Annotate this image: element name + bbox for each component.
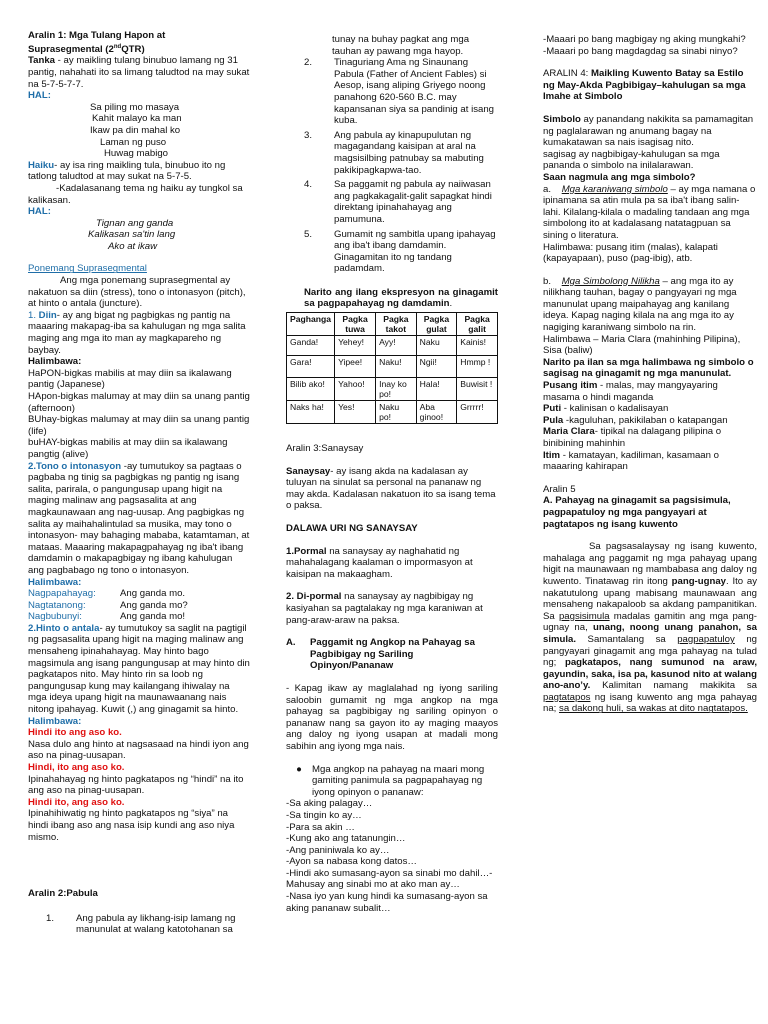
sanaysay-term: Sanaysay (286, 465, 331, 477)
table-row (287, 378, 498, 401)
pabula-item-continued: tunay na buhay pagkat ang mga tauhan ay pawang mga hayop. (332, 34, 470, 57)
opinion-phrase: -Sa aking palagay… (286, 798, 373, 810)
aralin5-title: Aralin 5 (543, 483, 576, 495)
tono-example-value: Ang ganda mo? (120, 599, 188, 611)
diin-term: Diin (38, 309, 57, 321)
text-run: pagpapatuloy (677, 633, 735, 645)
pabula-item-text: Ang pabula ay kinapupulutan ng magagandang kaisipan at aral na magsisilbing patnubay sa mabuting pakikipagkapwa-tao. (334, 129, 484, 176)
simbolo-b (543, 276, 757, 334)
table-cell: Kainis! (457, 336, 498, 356)
dipormal-def: na sanaysay ay nagbibigay ng kasiyahan sa pagtalakay ng mga karaniwan at pang-araw-araw na paksa. (286, 591, 483, 626)
bullet-icon: ● (296, 763, 302, 775)
poem-line: Ako at ikaw (108, 240, 158, 252)
section-a-letter: A. (286, 637, 296, 649)
opinion-phrase: -Sa tingin ko ay… (286, 809, 362, 821)
symbol-term: Puti (543, 403, 562, 415)
tono-example-row (28, 588, 250, 600)
poem-line: Ikaw pa din mahal ko (90, 124, 181, 136)
maaari-line: -Maaari po bang magdagdag sa sinabi ninyo? (543, 45, 738, 57)
tanka-poem (28, 102, 250, 160)
pabula-item-text: Ang pabula ay likhang-isip lamang ng manunulat at walang katotohanan sa (76, 912, 236, 936)
table-cell: Yipee! (335, 356, 376, 378)
table-cell: Yehey! (335, 336, 376, 356)
dipormal-term: 2. Di-pormal (286, 591, 342, 603)
poem-line: Kalikasan sa'tin lang (88, 229, 176, 241)
table-header: Pagka tuwa (335, 313, 376, 336)
table-cell: Grrrrr! (457, 401, 498, 424)
tono-term: 2.Tono o intonasyon (28, 460, 122, 472)
aralin1-title (28, 30, 250, 55)
aralin1-title-sup: nd (113, 43, 122, 50)
hal-label-2: HAL: (28, 206, 51, 218)
symbol-def: - kalinisan o kadalisayan (561, 403, 669, 415)
aralin1-title-line2-post: QTR) (121, 43, 145, 55)
table-cell: Yes! (335, 401, 376, 424)
table-row (287, 356, 498, 378)
text-run: sa dakong huli, sa wakas at dito nagtatapos. (559, 703, 748, 715)
sagisag-def: sagisag ay nagbibigay-kahulugan sa mga pananda o simbolo na inilalarawan. (543, 148, 720, 172)
pabula-item (286, 130, 498, 176)
tono-example-label: Nagtatanong: (28, 599, 86, 611)
list-label: b. (543, 275, 552, 287)
section-a-def: - Kapag ikaw ay maglalahad ng iyong sariling saloobin gumamit ng mga angkop na mga pahayag sa pagbibigay ng sariling opinyon o pananaw nang sa gayon ito ay maging maayos ang daloy ng iyong usapan at madali mong sabihin ang iyong mga nais. (286, 682, 498, 752)
opinion-phrase: -Ang paniniwala ko ay… (286, 844, 390, 856)
pabula-item-text: Tinaguriang Ama ng Sinaunang Pabula (Father of Ancient Fables) si Aesop, isang aliping Griyego noong panahong 620-560 B.C. may kapansanan siya sa pandinig at isang kuba. (334, 57, 495, 127)
symbol-item (543, 426, 757, 449)
simbolo-a-term: Mga karaniwang simbolo (561, 183, 668, 195)
hinto-example-def: Nasa dulo ang hinto at nagsasaad na hindi iyon ang aso na pinag-uusapan. (28, 738, 249, 762)
hinto-example-def: Ipinahihiwatig ng hinto pagkatapos ng “siya” na hindi ibang aso ang nasa isip kundi ang aso niya mismo. (28, 808, 235, 843)
symbol-def: - malas, may mangyayaring masama o hindi maganda (543, 380, 718, 403)
simbolo-b-def: – ang mga ito ay nilikhang tauhan, bagay o pangyayari ng mga manunulat upang maipahayag ang kanilang ideya. Kapag naging kilala na ang mga ito ay nagiging karaniwang simbolo na rin. (543, 275, 737, 334)
diin-num: 1. (28, 309, 39, 321)
poem-line: Kahit malayo ka man (92, 113, 182, 125)
text-run: pagtatapos (543, 691, 591, 703)
table-cell: Buwisit ! (457, 378, 498, 401)
pabula-item-num: 4. (304, 179, 313, 191)
table-cell: Ngii! (416, 356, 457, 378)
hinto-def: - ay tumutukoy sa saglit na pagtigil ng pagsasalita upang higit na maging malinaw ang mensaheng ipinahahayag. May hinto bago magsimula ang isang pangungusap at may hinto din pagkatapos nito. May hinto rin sa loob ng pangungusap kung may kailangang ihiwalay na mga ideya upang higit na maunawaanang nais nitong ipahayag. Kuwit (,) ang ginagamit sa hinto. (28, 622, 250, 716)
tono-example-row (28, 600, 250, 612)
pabula-item-num: 3. (304, 129, 313, 141)
tono-example-label: Nagbubunyi: (28, 611, 82, 623)
pabula-list-start (28, 913, 250, 936)
aralin5-subtitle: A. Pahayag na ginagamit sa pagsisimula, pagpapatuloy ng mga pangyayari at pagtatapos ng isang kuwento (543, 495, 731, 530)
table-header: Pagka galit (457, 313, 498, 336)
list-label: a. (543, 183, 552, 195)
sanaysay-def: - ay isang akda na kadalasan ay tuluyan na sinulat sa personal na pananaw ng may akda. Kadalasan nakatuon ito sa isang tema o paksa. (286, 465, 496, 512)
pabula-item (286, 57, 498, 127)
haiku-def: - ay isa ring maikling tula, binubuo ito ng tatlong taludtod at may sukat na 5-7-5. (28, 159, 226, 183)
diin-example: HApon-bigkas malumay at may diin sa unang pantig (afternoon) (28, 391, 250, 414)
table-cell: Hmmp ! (457, 356, 498, 378)
opinion-phrase: -Kung ako ang tatanungin… (286, 833, 406, 845)
saan-heading: Saan nagmula ang mga simbolo? (543, 171, 696, 183)
simbolo-def: ay panandang nakikita sa pamamagitan ng paglalarawan ng anumang bagay na kumakatawan sa nais isagisag nito. (543, 113, 754, 149)
text-run: Sa pagsasalaysay ng isang kuwento, mahalaga ang paggamit ng mga pahayag upang higit na maunawaan ng mambabasa ang daloy ng kuwento. Tinatawag rin itong (543, 541, 757, 587)
table-row (287, 336, 498, 356)
diin-example: buHAY-bigkas mabilis at may diin sa ikalawang pangtig (alive) (28, 437, 228, 460)
aralin4-title (543, 68, 757, 103)
ekspresyon-heading (286, 287, 498, 310)
hinto-paragraph (28, 623, 250, 716)
aralin5-paragraph (543, 541, 757, 715)
table-cell: Naku! (376, 356, 417, 378)
simbolo-b-halimbawa: Halimbawa – Maria Clara (mahinhing Pilipina), Sisa (baliw) (543, 333, 741, 357)
aralin4-prefix: ARALIN 4: (543, 68, 591, 80)
poem-line: Tignan ang ganda (96, 217, 174, 229)
aralin1-title-line2: Suprasegmental (2 (28, 43, 114, 55)
symbol-term: Pula (543, 414, 564, 426)
diin-example: BUhay-bigkas malumay at may diin sa unang pantig (life) (28, 414, 250, 437)
narito-heading: Narito pa ilan sa mga halimbawa ng simbolo o sagisag na ginagamit ng mga manunulat. (543, 356, 754, 380)
text-run: unang, noong unang panahon, sa simula. (543, 622, 757, 645)
table-cell: Naks ha! (287, 401, 335, 424)
pormal-def: na sanaysay ay naghahatid ng mahahalagang kaalaman o impormasyon at kaisipan na makaagham. (286, 545, 473, 580)
text-run: pagsisimula (558, 610, 610, 622)
table-row (287, 401, 498, 424)
tono-example-value: Ang ganda mo! (120, 611, 186, 623)
halimbawa-label: Halimbawa: (28, 356, 82, 368)
tanka-paragraph (28, 55, 250, 90)
pabula-list (286, 57, 498, 275)
maaari-line: -Maaari po bang magbigay ng aking mungkahi? (543, 34, 746, 45)
table-cell: Ganda! (287, 336, 335, 356)
pormal-paragraph (286, 546, 498, 581)
pormal-term: 1.Pormal (286, 545, 327, 557)
haiku-theme: -Kadalasanang tema ng haiku ay tungkol sa kalikasan. (28, 182, 243, 206)
table-cell: Bilib ako! (287, 378, 335, 401)
haiku-term: Haiku (28, 159, 55, 171)
table-header: Pagka takot (376, 313, 417, 336)
pabula-item: 1. Ang pabula ay likhang-isip lamang ng manunulat at walang katotohanan sa (28, 913, 250, 936)
tono-def: -ay tumutukoy sa pagtaas o pagbaba ng tinig sa pagbigkas ng pantig ng isang salita, parirala, o pangungusap upang higit na maging malinaw ang pagsasalita at ang magkaunawaan ang nag-uusap. Ang pagbigkas ng salita ay maihahalintulad sa musika, may tono o intonasyon- may bahaging mababa, katamtaman, at mataas. Maaaring makapagpahayag ng iba't ibang damdamin o makapagbigay ng ibang kahulugan ang pagbabago ng tono o intonasyon. (28, 460, 250, 576)
tono-example-row (28, 611, 250, 623)
opinion-phrase: -Hindi ako sumasang-ayon sa sinabi mo dahil…-Mahusay ang sinabi mo at ako man ay… (286, 867, 493, 891)
symbol-term: Itim (543, 449, 561, 461)
aralin3-title: Aralin 3:Sanaysay (286, 443, 364, 455)
dipormal-paragraph (286, 591, 498, 626)
symbol-item (543, 415, 757, 427)
sanaysay-paragraph (286, 466, 498, 512)
pabula-item-num: 5. (304, 228, 313, 240)
bullet-text: Mga angkop na pahayag na maari mong gamiting panimula sa pagpapahayag ng iyong opinyon o pananaw: (312, 763, 485, 798)
ponema-heading: Ponemang Suprasegmental (28, 263, 147, 275)
table-cell: Ayy! (376, 336, 417, 356)
symbol-def: - tipikal na dalagang pilipina o binibining mahinhin (543, 426, 722, 449)
pabula-item (286, 179, 498, 225)
table-cell: Naku (416, 336, 457, 356)
tono-paragraph (28, 461, 250, 577)
pabula-item-num: 2. (304, 57, 313, 69)
tanka-term: Tanka (28, 55, 56, 67)
opinion-phrase: -Para sa akin … (286, 821, 355, 833)
ekspresyon-heading-period: . (449, 298, 453, 310)
aralin4-title-text: Maikling Kuwento Batay sa Estilo ng May-Akda Pagbibigay–kahulugan sa mga Imahe at Simbolo (543, 68, 746, 103)
text-run: madalas gamitin ang mga pang-ugnay na, (543, 610, 757, 634)
simbolo-a-def: – ay mga namana o ipinamana sa atin mula pa sa iba't ibang salin-lahi. Kilalang-kilala o madaling tandaan ang mga simbolong ito at kadalasang natatagpuan sa sining o literatura. (543, 183, 756, 241)
text-run: pang-ugnay (671, 575, 727, 587)
ekspresyon-heading-text: Narito ang ilang ekspresyon na ginagamit sa pagpapahayag ng damdamin (304, 286, 498, 310)
aralin2-title: Aralin 2:Pabula (28, 888, 98, 900)
table-cell: Gara! (287, 356, 335, 378)
text-run: ng pangyayari ginagamit ang mga pahayag na tulad ng; (543, 633, 757, 669)
tono-example-label: Nagpapahayag: (28, 588, 96, 600)
text-run: ng isang kuwento ang mga pahayag na; (543, 691, 757, 715)
text-run: Kalimitan namang makikita sa (590, 680, 757, 692)
opinion-phrase: -Nasa iyo yan kung hindi ka sumasang-ayon sa aking pananaw subalit… (286, 891, 488, 914)
poem-line: Sa piling mo masaya (90, 101, 180, 113)
section-a-title: Paggamit ng Angkop na Pahayag sa Pagbibigay ng Sariling Opinyon/Pananaw (310, 637, 475, 672)
column-2 (286, 34, 498, 914)
simbolo-a (543, 184, 757, 242)
diin-def: - ay ang bigat ng pagbigkas ng pantig na maaaring makapag-iba sa kahulugan ng mga salita maging ang mga ito man ay magkapareho ng baybay. (28, 309, 246, 356)
table-header: Paghanga (287, 313, 335, 336)
text-run: Samantalang sa (576, 633, 678, 645)
pabula-item (286, 229, 498, 275)
table-header-row (287, 313, 498, 336)
simbolo-b-term: Mga Simbolong Nilikha (561, 275, 660, 287)
halimbawa-label: Halimbawa: (28, 715, 82, 727)
opinion-phrase: -Ayon sa nabasa kong datos… (286, 856, 418, 868)
diin-paragraph (28, 310, 250, 356)
symbol-term: Pusang itim (543, 380, 598, 392)
simbolo-a-halimbawa: Halimbawa: pusang itim (malas), kalapati (kapayapaan), puso (pag-ibig), atb. (543, 241, 718, 265)
symbol-item (543, 450, 757, 473)
symbol-item (543, 403, 757, 415)
poem-line: Huwag mabigo (104, 148, 168, 160)
simbolo-paragraph (543, 114, 757, 149)
aralin1-title-line1: Aralin 1: Mga Tulang Hapon at (28, 30, 166, 41)
symbol-item (543, 380, 757, 403)
simbolo-term: Simbolo (543, 113, 581, 125)
pabula-item-text: Sa paggamit ng pabula ay naiiwasan ang pagkakagalit-galit sapagkat hindi direktang ipinahahayag ang pamumuna. (334, 179, 492, 225)
haiku-poem (28, 218, 250, 253)
pabula-item-text: Gumamit ng sambitla upang ipahayag ang iba't ibang damdamin. Ginagamitan ito ng tandang padamdam. (334, 228, 496, 275)
symbol-term: Maria Clara (543, 426, 595, 438)
hinto-example: Hindi ito, ang aso ko. (28, 796, 125, 808)
table-cell: Hala! (416, 378, 457, 401)
text-run: pagkatapos, nang sumunod na araw, gayundin, saka, isa pa, kasunod nito at walang ano-ano’y. (543, 657, 757, 692)
hinto-example-def: Ipinahahayag ng hinto pagkatapos ng “hindi” na ito ang aso na pinag-uusapan. (28, 773, 244, 797)
ekspresyon-table (286, 312, 498, 424)
column-3 (543, 34, 757, 715)
symbol-def: - kamatayan, kadiliman, kasamaan o maaaring kahirapan (543, 449, 719, 473)
tono-example-value: Ang ganda mo. (120, 588, 186, 600)
table-cell: Aba ginoo! (416, 401, 457, 424)
ponema-def: Ang mga ponemang suprasegmental ay nakatuon sa diin (stress), tono o intonasyon (pitch), at hinto o antala (juncture). (28, 275, 246, 310)
haiku-paragraph (28, 160, 250, 183)
column-1 (28, 30, 250, 936)
hinto-example: Hindi, ito ang aso ko. (28, 762, 125, 773)
dalawa-heading: DALAWA URI NG SANAYSAY (286, 523, 418, 535)
text-run: . Ito ay nakatutulong upang mabisang maunawaan ang mensaheng nakapaloob sa akdang pampanitikan. Sa (543, 575, 757, 622)
hal-label-1: HAL: (28, 90, 51, 102)
tanka-def: - ay maikling tulang binubuo lamang ng 31 pantig, nahahati ito sa limang taludtod na may sukat na 5-7-5-7-7. (28, 55, 250, 90)
diin-example: HaPON-bigkas mabilis at may diin sa ikalawang pantig (Japanese) (28, 367, 232, 391)
hinto-term: 2.Hinto o antala (28, 622, 100, 634)
table-cell: Yahoo! (335, 378, 376, 401)
table-header: Pagka gulat (416, 313, 457, 336)
section-a-heading (286, 637, 498, 672)
bullet-item (286, 764, 498, 799)
poem-line: Laman ng puso (100, 136, 167, 148)
halimbawa-label: Halimbawa: (28, 576, 82, 588)
table-cell: Naku po! (376, 401, 417, 424)
symbol-def: -kaguluhan, pakikilaban o katapangan (563, 414, 728, 426)
table-cell: Inay ko po! (376, 378, 417, 401)
hinto-example: Hindi ito ang aso ko. (28, 727, 122, 739)
